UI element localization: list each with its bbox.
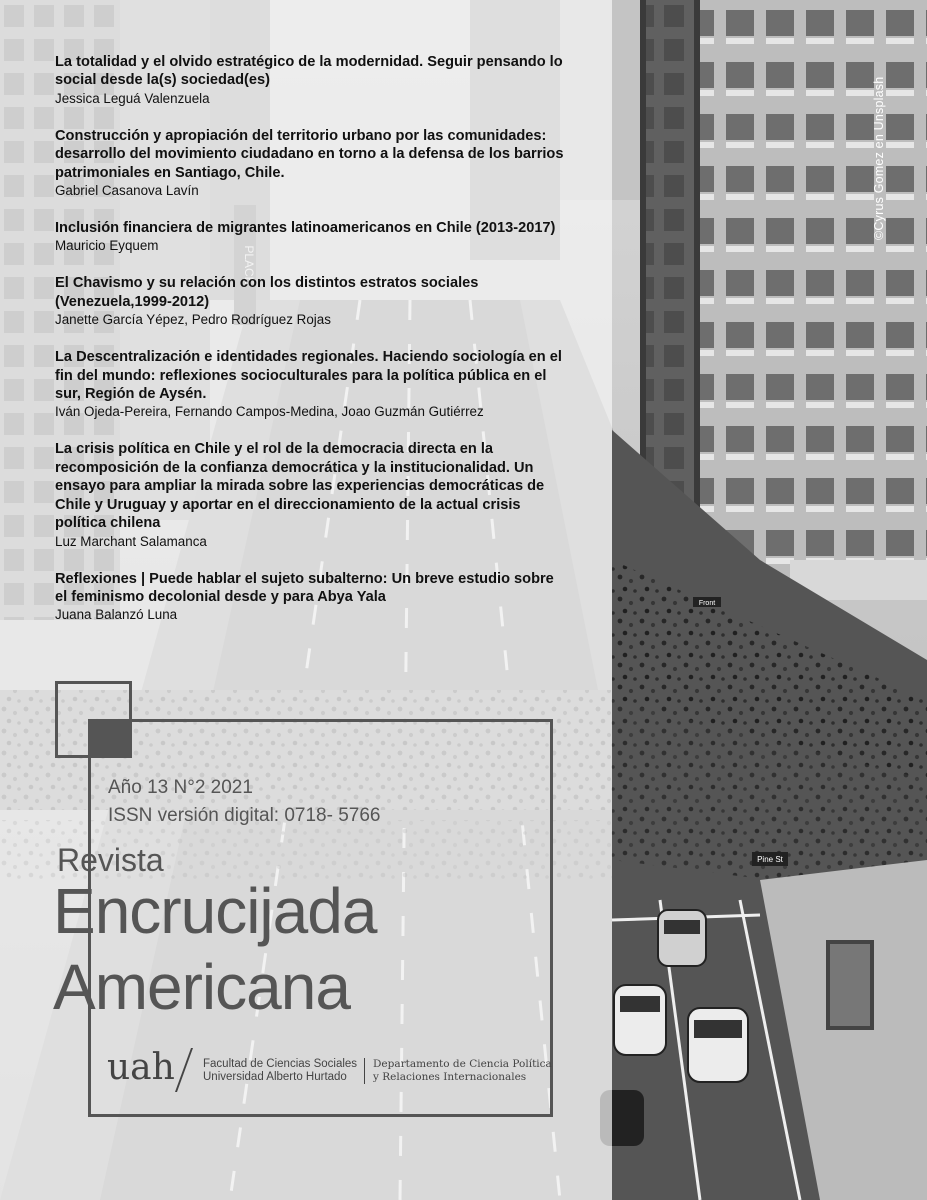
toc-entry[interactable]: [55, 127, 565, 199]
article-title: Construcción y apropiación del territorio urbano por las comunidades: desarrollo del movimiento ciudadano en torno a la defensa de los barrios patrimoniales en Santiago, Chile.: [55, 127, 564, 181]
article-title: La totalidad y el olvido estratégico de la modernidad. Seguir pensando lo social desde la(s) sociedad(es): [55, 54, 563, 89]
pine-sign-text: Pine St: [757, 855, 783, 864]
toc-entry[interactable]: [55, 570, 565, 624]
article-author: Luz Marchant Salamanca: [55, 533, 207, 549]
department-block: [373, 1058, 552, 1084]
issn-number: ISSN versión digital: 0718- 5766: [108, 805, 381, 826]
uah-logo: uah: [107, 1047, 175, 1088]
photo-credit-text: ©Cyrus Gomez en Unsplash: [872, 76, 886, 240]
article-author: Jessica Leguá Valenzuela: [55, 90, 210, 106]
journal-name-line1: Encrucijada: [53, 875, 377, 947]
issue-number: Año 13 N°2 2021: [108, 777, 253, 798]
photo-credit: [872, 30, 894, 240]
toc-entry[interactable]: [55, 440, 565, 549]
toc-entry[interactable]: [55, 274, 565, 328]
article-title: El Chavismo y su relación con los distintos estratos sociales (Venezuela,1999-2012): [55, 275, 479, 310]
toc-entry[interactable]: [55, 219, 565, 254]
faculty-block: [203, 1058, 357, 1084]
toc-entry[interactable]: [55, 53, 565, 107]
table-of-contents: [55, 53, 565, 643]
article-title: Inclusión financiera de migrantes latinoamericanos en Chile (2013-2017): [55, 220, 556, 237]
faculty-line: Facultad de Ciencias Sociales: [203, 1058, 358, 1070]
logo-divider: [364, 1058, 365, 1084]
university-line: Universidad Alberto Hurtado: [203, 1071, 347, 1083]
article-title: Reflexiones | Puede hablar el sujeto subalterno: Un breve estudio sobre el feminismo decolonial desde y para Abya Yala: [55, 570, 554, 605]
decorative-square: [88, 719, 132, 758]
article-title: La Descentralización e identidades regionales. Haciendo sociología en el fin del mundo: reflexiones socioculturales para la política pública en el sur, Región de Aysén.: [55, 349, 562, 403]
journal-name-line2: Americana: [53, 951, 350, 1023]
article-author: Mauricio Eyquem: [55, 238, 159, 254]
article-author: Iván Ojeda-Pereira, Fernando Campos-Medina, Joao Guzmán Gutiérrez: [55, 404, 484, 420]
toc-entry[interactable]: [55, 348, 565, 420]
article-author: Gabriel Casanova Lavín: [55, 183, 199, 199]
department-line: y Relaciones Internacionales: [373, 1071, 527, 1083]
article-author: Janette García Yépez, Pedro Rodríguez Rojas: [55, 312, 331, 328]
article-author: Juana Balanzó Luna: [55, 607, 178, 623]
department-line: Departamento de Ciencia Política: [373, 1058, 552, 1070]
article-title: La crisis política en Chile y el rol de la democracia directa en la recomposición de la confianza democrática y la institucionalidad. Un ensayo para ampliar la mirada sobre las experiencias democráticas de Chile y Uruguay y aportar en el direccionamiento de la actual crisis política chilena: [55, 441, 545, 532]
journal-prefix: Revista: [57, 842, 164, 878]
front-sign-text: Front: [698, 600, 716, 607]
